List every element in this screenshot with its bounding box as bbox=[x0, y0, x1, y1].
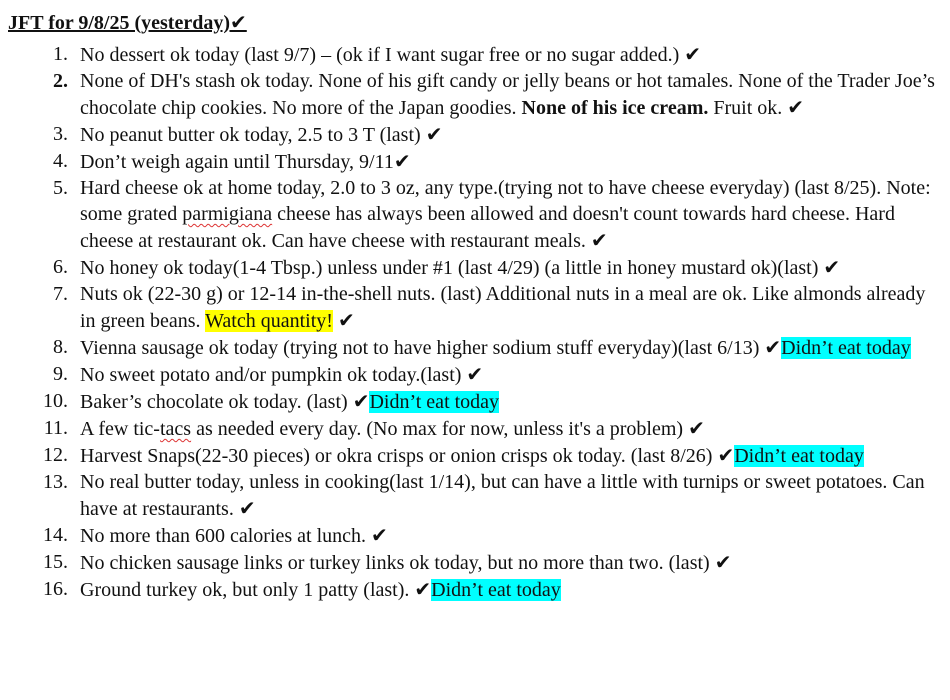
list-item: 10. Baker’s chocolate ok today. (last) ✔Didn’t eat today bbox=[43, 389, 500, 413]
list-item: 8. Vienna sausage ok today (trying not to have higher sodium stuff everyday)(last 6/13) ✔Didn’t eat today bbox=[53, 335, 911, 359]
list-item: 2. None of DH's stash ok today. None of his gift candy or jelly beans or hot tamales. None of the Trader Joe’s chocolate chip cookies. No more of the Japan goodies. None of his ice cream. Fruit ok. ✔ bbox=[53, 70, 935, 119]
check-icon: ✔ bbox=[466, 362, 484, 386]
check-icon: ✔ bbox=[688, 416, 705, 440]
check-icon: ✔ bbox=[714, 550, 732, 574]
list-item: 12. Harvest Snaps(22-30 pieces) or okra crisps or onion crisps ok today. (last 8/26) ✔Didn’t eat today bbox=[43, 443, 864, 467]
list-item: 7. Nuts ok (22-30 g) or 12-14 in-the-shell nuts. (last) Additional nuts in a meal are ok. Like almonds already in green beans. Watch quantity! ✔ bbox=[53, 283, 926, 332]
check-icon: ✔ bbox=[823, 255, 841, 279]
list-item: 13. No real butter today, unless in cooking(last 1/14), but can have a little with turnips or sweet potatoes. Can have at restaurants. ✔ bbox=[43, 471, 925, 520]
list-item: 5. Hard cheese ok at home today, 2.0 to 3 oz, any type.(trying not to have cheese everyday) (last 8/25). Note: some grated parmigiana cheese has always been allowed and doesn't count towards hard cheese. Hard cheese at restaurant ok. Can have cheese with restaurant meals. ✔ bbox=[53, 177, 931, 252]
check-icon: ✔ bbox=[238, 496, 256, 520]
list-item: 6. No honey ok today(1-4 Tbsp.) unless under #1 (last 4/29) (a little in honey mustard ok)(last) ✔ bbox=[53, 255, 841, 279]
check-icon: ✔ bbox=[230, 10, 247, 34]
check-icon: ✔ bbox=[352, 389, 370, 413]
highlight-note: Didn’t eat today bbox=[369, 391, 500, 413]
check-icon: ✔ bbox=[337, 308, 355, 332]
list-item: 9. No sweet potato and/or pumpkin ok today.(last) ✔ bbox=[53, 362, 484, 386]
check-icon: ✔ bbox=[764, 335, 782, 359]
highlight-note: Watch quantity! bbox=[205, 310, 333, 332]
list-item: 11. A few tic-tacs as needed every day. (No max for now, unless it's a problem) ✔ bbox=[43, 416, 705, 440]
list-item: 15. No chicken sausage links or turkey links ok today, but no more than two. (last) ✔ bbox=[43, 550, 732, 574]
document-title bbox=[8, 10, 942, 35]
highlight-note: Didn’t eat today bbox=[781, 337, 911, 359]
checklist bbox=[8, 41, 942, 603]
check-icon: ✔ bbox=[717, 443, 735, 467]
list-item: 14. No more than 600 calories at lunch. ✔ bbox=[43, 523, 388, 547]
check-icon: ✔ bbox=[590, 228, 608, 252]
check-icon: ✔ bbox=[425, 122, 443, 146]
check-icon: ✔ bbox=[414, 577, 432, 601]
highlight-note: Didn’t eat today bbox=[431, 579, 561, 601]
list-item: 1. No dessert ok today (last 9/7) – (ok if I want sugar free or no sugar added.) ✔ bbox=[53, 42, 702, 66]
check-icon: ✔ bbox=[371, 523, 388, 547]
check-icon: ✔ bbox=[787, 95, 805, 119]
list-item: 16. Ground turkey ok, but only 1 patty (last). ✔Didn’t eat today bbox=[43, 577, 561, 601]
list-item: 3. No peanut butter ok today, 2.5 to 3 T (last) ✔ bbox=[53, 122, 443, 146]
list-item: 4. Don’t weigh again until Thursday, 9/11✔ bbox=[53, 149, 411, 173]
check-icon: ✔ bbox=[393, 149, 411, 173]
title-text: JFT for 9/8/25 (yesterday) bbox=[8, 12, 231, 34]
highlight-note: Didn’t eat today bbox=[734, 445, 864, 467]
check-icon: ✔ bbox=[684, 42, 702, 66]
